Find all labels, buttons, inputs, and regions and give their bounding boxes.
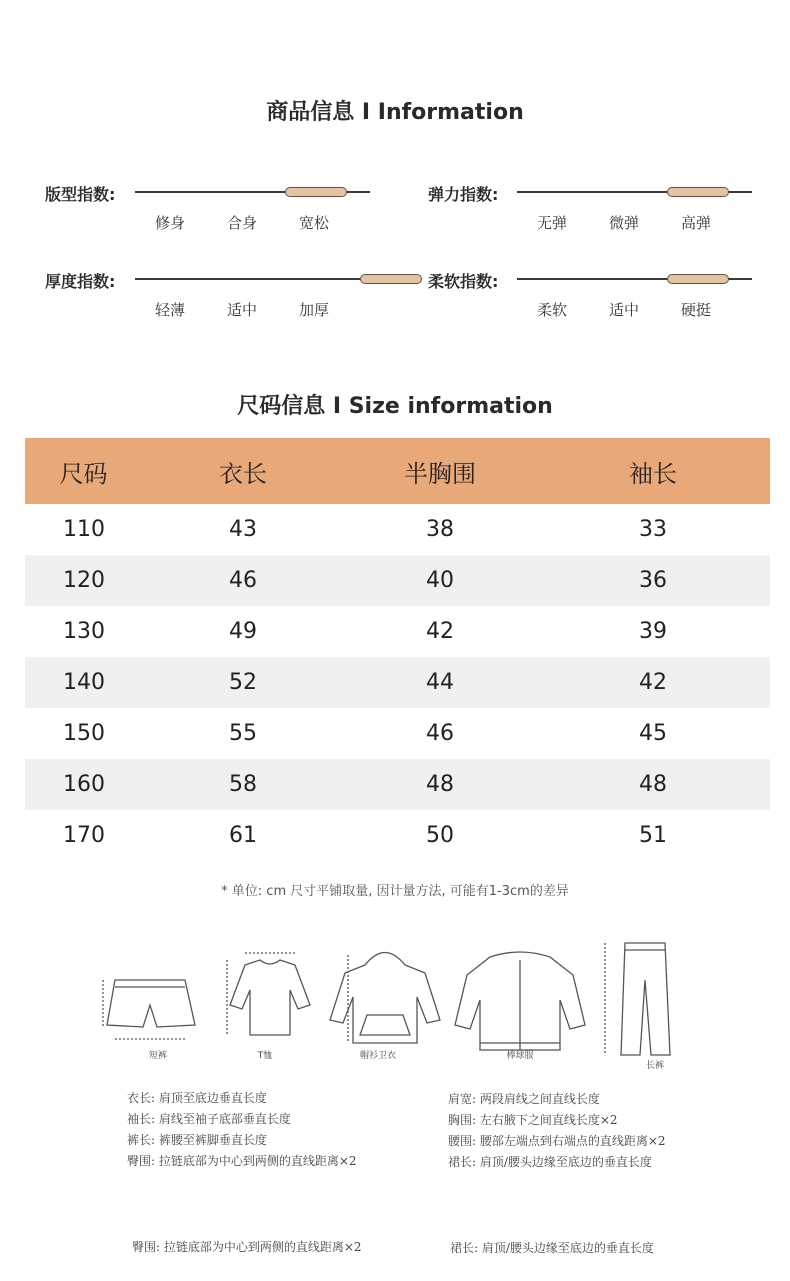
index-option: 柔软 [536, 301, 567, 319]
tshirt-icon [227, 953, 310, 1035]
index-option: 适中 [226, 301, 257, 319]
size-row [25, 708, 770, 759]
caption-baseball-jacket: 棒球服 [506, 1051, 534, 1061]
size-cell: 46 [426, 721, 454, 746]
caption-shorts: 短裤 [148, 1051, 167, 1061]
def-body-length: 衣长: 肩顶至底边垂直长度 [127, 1091, 267, 1105]
long-pants-icon [605, 943, 670, 1055]
index-option: 微弹 [608, 214, 639, 232]
size-row [25, 504, 770, 555]
size-table [25, 438, 770, 861]
size-row [25, 810, 770, 861]
size-cell: 43 [229, 517, 257, 542]
size-cell: 160 [25, 759, 142, 810]
index-option: 合身 [226, 214, 257, 232]
index-indicator [667, 274, 729, 284]
product-info-title: 商品信息 I Information [266, 100, 524, 125]
index-option: 高弹 [680, 214, 711, 232]
size-row [25, 657, 770, 708]
size-cell: 55 [229, 721, 257, 746]
size-table-header [25, 438, 770, 504]
size-cell: 170 [63, 823, 105, 848]
size-info-title: 尺码信息 I Size information [237, 394, 553, 419]
index-option: 宽松 [298, 214, 329, 232]
size-cell: 140 [25, 657, 142, 708]
header-length: 衣长 [142, 438, 344, 504]
footer-hip: 臀围: 拉链底部为中心到两侧的直线距离×2 [132, 1240, 362, 1254]
size-cell: 33 [639, 517, 667, 542]
size-cell: 39 [639, 619, 667, 644]
def-waist: 腰围: 腰部左端点到右端点的直线距离×2 [448, 1134, 666, 1148]
def-shoulder: 肩宽: 两段肩线之间直线长度 [448, 1092, 600, 1106]
index-label: 厚度指数: [45, 272, 116, 291]
size-cell: 49 [229, 619, 257, 644]
size-cell: 150 [63, 721, 105, 746]
size-cell: 50 [426, 823, 454, 848]
index-label: 版型指数: [45, 185, 116, 204]
size-cell: 51 [639, 823, 667, 848]
baseball-jacket-icon [455, 952, 585, 1050]
size-cell: 44 [344, 657, 536, 708]
index-option: 修身 [154, 214, 185, 232]
size-row [25, 555, 770, 606]
size-cell: 36 [536, 555, 770, 606]
def-sleeve-length: 袖长: 肩线至袖子底部垂直长度 [127, 1112, 291, 1126]
index-option: 适中 [608, 301, 639, 319]
size-row [25, 606, 770, 657]
size-cell: 58 [142, 759, 344, 810]
measurement-note: * 单位: cm 尺寸平铺取量, 因计量方法, 可能有1-3cm的差异 [221, 884, 569, 899]
def-skirt-length: 裙长: 肩顶/腰头边缘至底边的垂直长度 [448, 1155, 652, 1169]
index-option: 轻薄 [154, 301, 185, 319]
caption-long-pants: 长裤 [645, 1061, 664, 1071]
size-row [25, 759, 770, 810]
size-cell: 130 [63, 619, 105, 644]
def-pants-length: 裤长: 裤腰至裤脚垂直长度 [127, 1133, 267, 1147]
size-cell: 42 [536, 657, 770, 708]
index-option: 硬挺 [680, 301, 711, 319]
footer-skirt-length: 裙长: 肩顶/腰头边缘至底边的垂直长度 [450, 1241, 654, 1255]
size-cell: 48 [536, 759, 770, 810]
caption-hoodie: 帽衫卫衣 [359, 1051, 396, 1061]
index-option: 无弹 [536, 214, 567, 232]
index-label: 弹力指数: [428, 185, 499, 204]
header-half-chest: 半胸围 [344, 438, 536, 504]
index-indicator [285, 187, 347, 197]
size-cell: 40 [344, 555, 536, 606]
shorts-icon [103, 980, 195, 1039]
size-cell: 38 [426, 517, 454, 542]
def-hip: 臀围: 拉链底部为中心到两侧的直线距离×2 [127, 1154, 357, 1168]
index-indicator [360, 274, 422, 284]
size-cell: 46 [142, 555, 344, 606]
index-indicator [667, 187, 729, 197]
caption-tshirt: T恤 [257, 1051, 273, 1061]
def-chest: 胸围: 左右腋下之间直线长度×2 [448, 1113, 618, 1127]
header-size: 尺码 [25, 438, 142, 504]
size-cell: 61 [229, 823, 257, 848]
size-cell: 110 [63, 517, 105, 542]
size-cell: 48 [344, 759, 536, 810]
index-label: 柔软指数: [428, 272, 499, 291]
size-cell: 52 [142, 657, 344, 708]
size-cell: 45 [639, 721, 667, 746]
size-cell: 120 [25, 555, 142, 606]
index-track [135, 278, 370, 280]
header-sleeve: 袖长 [536, 438, 770, 504]
size-cell: 42 [426, 619, 454, 644]
hoodie-icon [330, 953, 440, 1044]
index-option: 加厚 [298, 301, 329, 319]
